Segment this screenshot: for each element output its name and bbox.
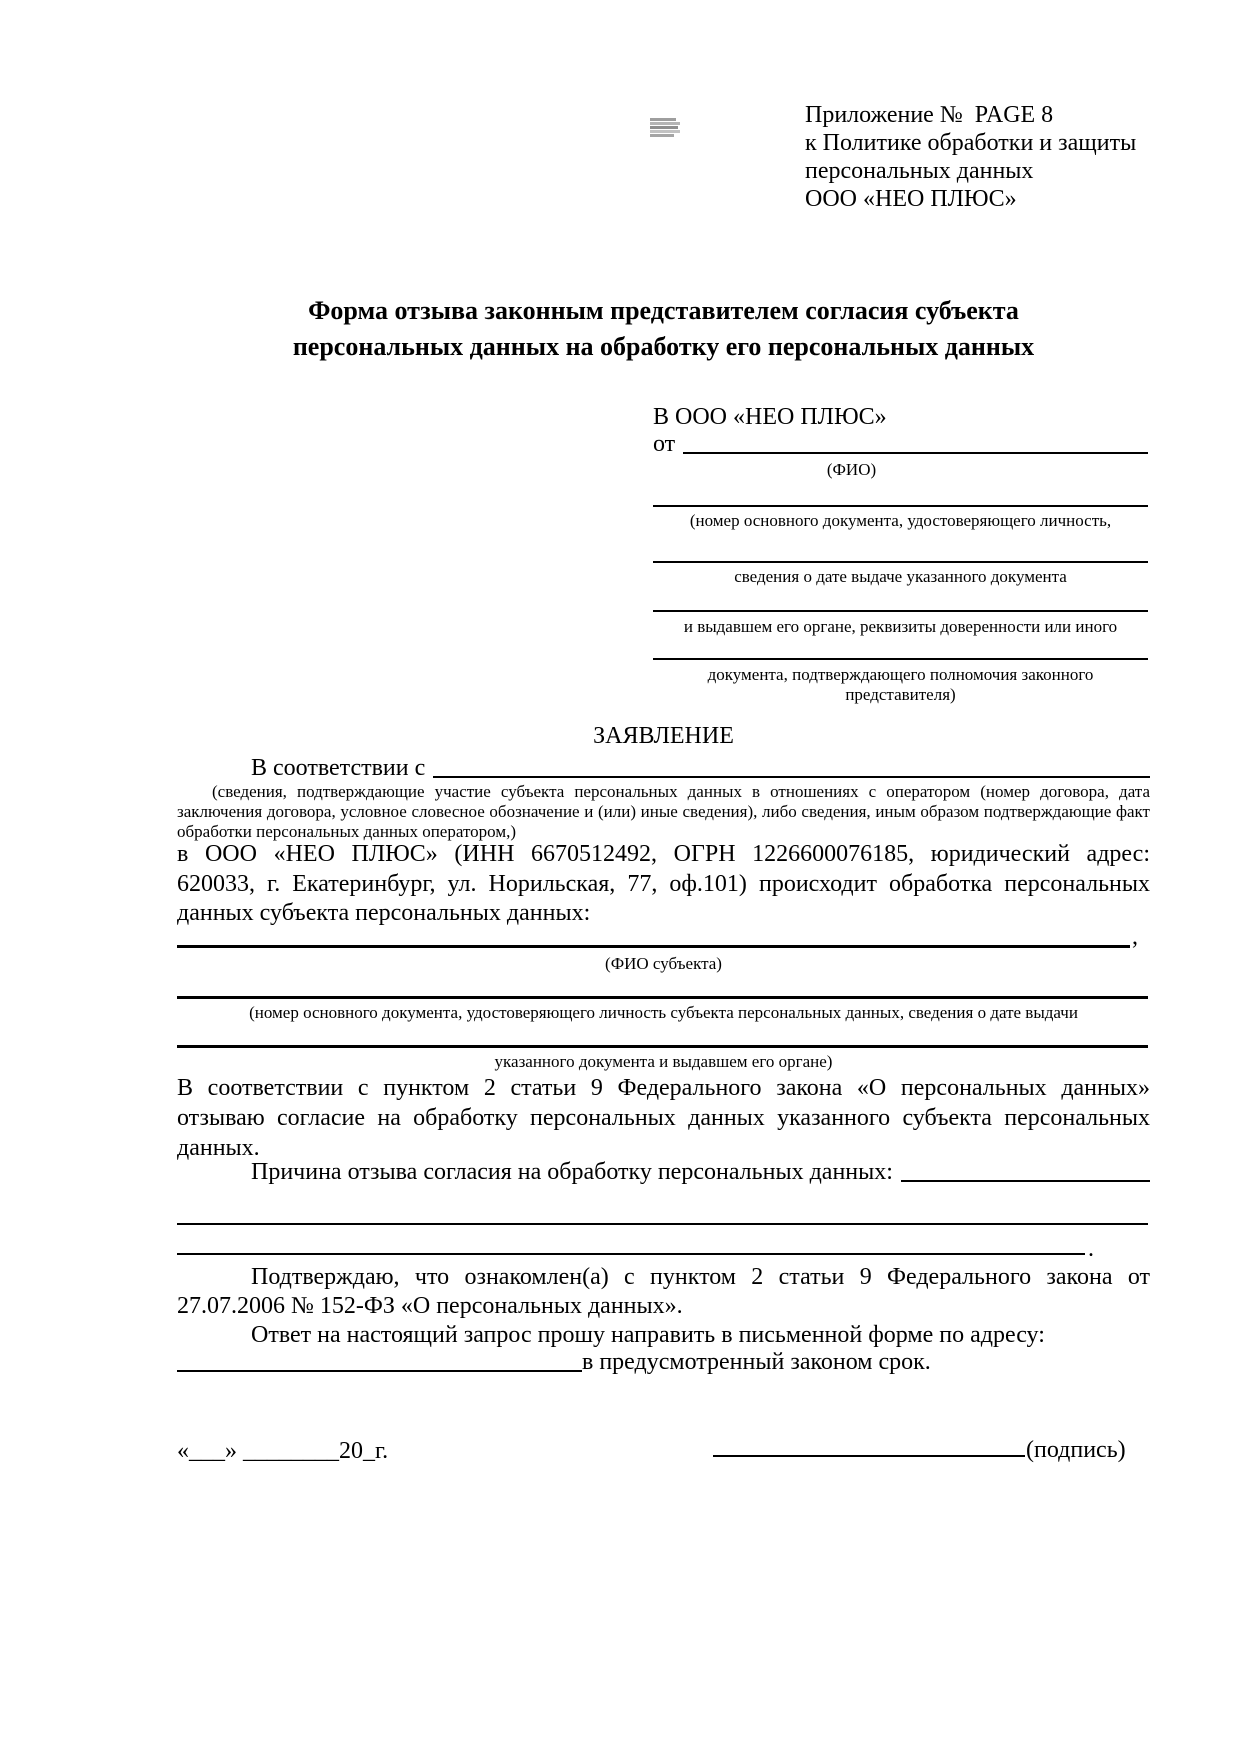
appendix-header [805, 101, 1136, 213]
from-label: от [653, 431, 676, 457]
according-blank-field [433, 755, 1150, 778]
according-row [177, 755, 1150, 781]
withdraw-paragraph [177, 1073, 1150, 1163]
paragraph-line: данных. [177, 1135, 260, 1161]
paragraph-line: в ООО «НЕО ПЛЮС» (ИНН 6670512492, ОГРН 1226600076185, юридический адрес: [177, 841, 1150, 867]
paragraph-line: отзываю согласие на обработку персональных данных указанного субъекта персональных [177, 1105, 1150, 1131]
document-title [177, 293, 1150, 365]
subject-doc-caption: указанного документа и выдавшем его органе) [494, 1052, 833, 1071]
subject-fio-comma: , [1132, 924, 1138, 950]
blank-line-field [653, 561, 1148, 563]
blank-line-field [653, 505, 1148, 507]
title-line: персональных данных на обработку его персональных данных [292, 332, 1035, 361]
statement-heading: ЗАЯВЛЕНИЕ [593, 723, 734, 749]
according-label: В соответствии с [251, 755, 426, 781]
small-print-note [177, 782, 1150, 842]
field-caption: и выдавшем его органе, реквизиты доверенности или иного [683, 617, 1118, 636]
subject-doc-caption: (номер основного документа, удостоверяющего личность субъекта персональных данных, сведения о дате выдачи [249, 1003, 1078, 1022]
reply-address-line: Ответ на настоящий запрос прошу направить в письменной форме по адресу: [251, 1322, 1045, 1348]
paragraph-line: данных субъекта персональных данных: [177, 900, 591, 926]
from-blank-field [683, 431, 1148, 454]
subject-fio-field [177, 945, 1130, 948]
appendix-line: Приложение № PAGE 8 [805, 102, 1054, 128]
paragraph-line: Подтверждаю, что ознакомлен(а) с пунктом 2 статьи 9 Федерального закона от [251, 1264, 1150, 1290]
small-print-line: обработки персональных данных оператором,) [177, 822, 517, 841]
reason-row [177, 1159, 1150, 1185]
subject-doc-field [177, 1045, 1148, 1048]
blank-line-field [653, 610, 1148, 612]
reason-blank-field [901, 1159, 1150, 1182]
small-print-line: заключения договора, условное словесное обозначение и (или) иные сведения), либо сведения, иным образом подтверждающие факт [177, 802, 1150, 821]
signature-field [713, 1455, 1025, 1457]
fio-caption: (ФИО) [826, 460, 877, 479]
sentence-period: . [1088, 1236, 1094, 1262]
paragraph-line: В соответствии с пунктом 2 статьи 9 Федерального закона «О персональных данных» [177, 1075, 1150, 1101]
field-caption: (номер основного документа, удостоверяющего личность, [689, 511, 1112, 530]
reason-blank-line [177, 1253, 1085, 1255]
reply-tail: в предусмотренный законом срок. [582, 1349, 931, 1375]
small-print-line: (сведения, подтверждающие участие субъекта персональных данных в отношениях с оператором (номер договора, дата [212, 782, 1150, 801]
appendix-line: к Политике обработки и защиты [805, 130, 1137, 156]
addressee-to: В ООО «НЕО ПЛЮС» [653, 404, 887, 430]
blank-line-field [653, 658, 1148, 660]
date-line: «___» ________20_г. [177, 1438, 389, 1464]
paragraph-line: 620033, г. Екатеринбург, ул. Норильская, 77, оф.101) происходит обработка персональных [177, 870, 1150, 897]
operator-paragraph [177, 840, 1150, 929]
reply-address-field [177, 1349, 582, 1372]
appendix-line: персональных данных [805, 158, 1034, 184]
subject-doc-field [177, 996, 1148, 999]
reason-blank-line [177, 1223, 1148, 1225]
field-caption: документа, подтверждающего полномочия законного представителя) [707, 665, 1094, 704]
confirm-paragraph [177, 1263, 1150, 1321]
field-caption: сведения о дате выдаче указанного документа [734, 567, 1067, 586]
appendix-line: ООО «НЕО ПЛЮС» [805, 186, 1017, 212]
signature-caption: (подпись) [1026, 1437, 1126, 1463]
subject-fio-caption: (ФИО субъекта) [605, 954, 722, 973]
reason-label: Причина отзыва согласия на обработку персональных данных: [251, 1159, 893, 1185]
paragraph-line: 27.07.2006 № 152-ФЗ «О персональных данных». [177, 1293, 683, 1319]
reply-row [177, 1349, 1150, 1375]
blurred-stamp-icon [650, 118, 680, 138]
title-line: Форма отзыва законным представителем согласия субъекта [308, 296, 1019, 325]
addressee-from-row [653, 431, 1148, 457]
